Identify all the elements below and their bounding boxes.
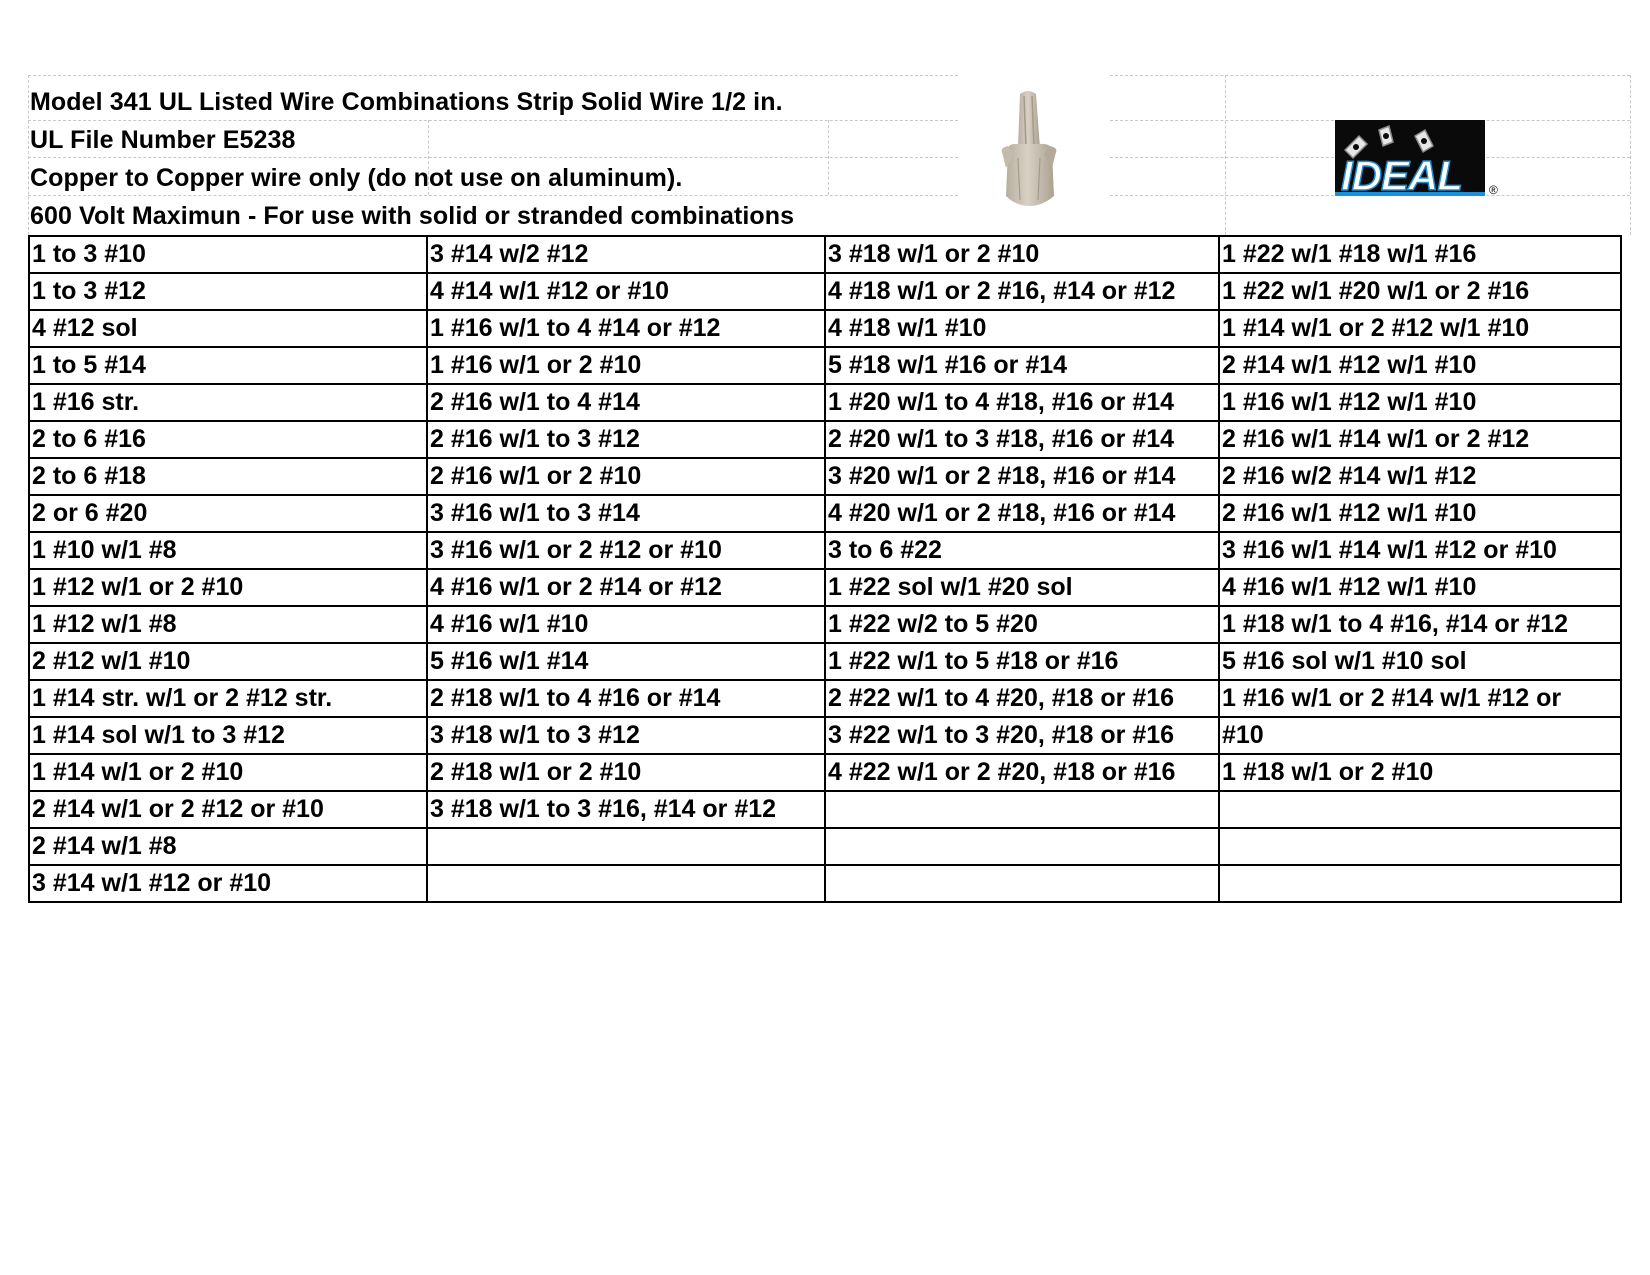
- table-cell: 4 #16 w/1 or 2 #14 or #12: [427, 569, 825, 606]
- table-row: [29, 717, 1621, 754]
- table-cell: 1 #22 w/1 #18 w/1 #16: [1219, 236, 1621, 273]
- table-row: [29, 458, 1621, 495]
- table-row: [29, 791, 1621, 828]
- table-cell: 3 #16 w/1 or 2 #12 or #10: [427, 532, 825, 569]
- table-cell: 4 #16 w/1 #10: [427, 606, 825, 643]
- wire-connector-image: [990, 88, 1068, 208]
- gridline: [1110, 75, 1630, 76]
- table-cell: 5 #16 w/1 #14: [427, 643, 825, 680]
- table-row: [29, 754, 1621, 791]
- table-cell: 1 #16 w/1 or 2 #10: [427, 347, 825, 384]
- table-row: [29, 236, 1621, 273]
- table-cell: 2 #16 w/2 #14 w/1 #12: [1219, 458, 1621, 495]
- table-cell: 3 #20 w/1 or 2 #18, #16 or #14: [825, 458, 1219, 495]
- table-row: [29, 680, 1621, 717]
- table-cell: 2 #16 w/1 to 4 #14: [427, 384, 825, 421]
- table-cell: 1 to 5 #14: [29, 347, 427, 384]
- gridline: [1630, 75, 1631, 235]
- table-cell: 1 #22 w/1 #20 w/1 or 2 #16: [1219, 273, 1621, 310]
- table-cell: 1 #14 sol w/1 to 3 #12: [29, 717, 427, 754]
- table-cell: 1 #14 w/1 or 2 #12 w/1 #10: [1219, 310, 1621, 347]
- table-cell: 2 to 6 #16: [29, 421, 427, 458]
- table-cell: 4 #18 w/1 or 2 #16, #14 or #12: [825, 273, 1219, 310]
- table-cell: [825, 865, 1219, 902]
- table-cell: 1 #18 w/1 to 4 #16, #14 or #12: [1219, 606, 1621, 643]
- table-cell: 1 #12 w/1 #8: [29, 606, 427, 643]
- table-cell: [825, 791, 1219, 828]
- table-cell: 4 #14 w/1 #12 or #10: [427, 273, 825, 310]
- table-cell: 4 #18 w/1 #10: [825, 310, 1219, 347]
- registered-mark: ®: [1489, 183, 1498, 197]
- table-cell: 3 #22 w/1 to 3 #20, #18 or #16: [825, 717, 1219, 754]
- table-cell: 2 #16 w/1 #14 w/1 or 2 #12: [1219, 421, 1621, 458]
- table-cell: 2 #16 w/1 or 2 #10: [427, 458, 825, 495]
- table-cell: 1 #22 sol w/1 #20 sol: [825, 569, 1219, 606]
- table-cell: 3 #18 w/1 to 3 #16, #14 or #12: [427, 791, 825, 828]
- table-row: [29, 421, 1621, 458]
- table-cell: 5 #18 w/1 #16 or #14: [825, 347, 1219, 384]
- table-row: [29, 273, 1621, 310]
- table-cell: 3 #16 w/1 to 3 #14: [427, 495, 825, 532]
- table-cell: [427, 865, 825, 902]
- table-cell: #10: [1219, 717, 1621, 754]
- table-cell: 4 #22 w/1 or 2 #20, #18 or #16: [825, 754, 1219, 791]
- table-cell: 1 #16 w/1 to 4 #14 or #12: [427, 310, 825, 347]
- table-cell: 1 #16 str.: [29, 384, 427, 421]
- copper-note: Copper to Copper wire only (do not use on aluminum).: [30, 164, 683, 192]
- ideal-logo-text: IDEAL: [1341, 152, 1462, 199]
- table-cell: 3 #18 w/1 or 2 #10: [825, 236, 1219, 273]
- table-row: [29, 643, 1621, 680]
- table-row: [29, 310, 1621, 347]
- table-row: [29, 606, 1621, 643]
- gridline: [828, 120, 829, 195]
- wire-combinations-table: [28, 235, 1622, 903]
- table-cell: 3 #18 w/1 to 3 #12: [427, 717, 825, 754]
- table-cell: 4 #16 w/1 #12 w/1 #10: [1219, 569, 1621, 606]
- table-cell: 2 #12 w/1 #10: [29, 643, 427, 680]
- table-cell: 2 #18 w/1 to 4 #16 or #14: [427, 680, 825, 717]
- gridline: [28, 75, 29, 235]
- table-cell: 1 #22 w/1 to 5 #18 or #16: [825, 643, 1219, 680]
- file-number: UL File Number E5238: [30, 126, 296, 154]
- table-cell: 4 #12 sol: [29, 310, 427, 347]
- table-cell: 1 #16 w/1 #12 w/1 #10: [1219, 384, 1621, 421]
- table-cell: 2 #18 w/1 or 2 #10: [427, 754, 825, 791]
- table-row: [29, 569, 1621, 606]
- table-cell: 1 #12 w/1 or 2 #10: [29, 569, 427, 606]
- table-cell: 2 #22 w/1 to 4 #20, #18 or #16: [825, 680, 1219, 717]
- table-row: [29, 495, 1621, 532]
- table-cell: 2 #16 w/1 #12 w/1 #10: [1219, 495, 1621, 532]
- table-cell: 4 #20 w/1 or 2 #18, #16 or #14: [825, 495, 1219, 532]
- table-cell: 1 #16 w/1 or 2 #14 w/1 #12 or: [1219, 680, 1621, 717]
- table-cell: 1 #14 str. w/1 or 2 #12 str.: [29, 680, 427, 717]
- table-cell: 2 #16 w/1 to 3 #12: [427, 421, 825, 458]
- table-cell: 1 to 3 #10: [29, 236, 427, 273]
- table-row: [29, 828, 1621, 865]
- gridline: [28, 75, 958, 76]
- table-cell: [825, 828, 1219, 865]
- gridline: [1225, 75, 1226, 235]
- table-cell: 3 #14 w/1 #12 or #10: [29, 865, 427, 902]
- table-cell: 1 #20 w/1 to 4 #18, #16 or #14: [825, 384, 1219, 421]
- table-row: [29, 865, 1621, 902]
- table-cell: 3 #14 w/2 #12: [427, 236, 825, 273]
- table-cell: 2 #14 w/1 #8: [29, 828, 427, 865]
- table-cell: 2 #14 w/1 or 2 #12 or #10: [29, 791, 427, 828]
- table-cell: 1 to 3 #12: [29, 273, 427, 310]
- table-row: [29, 384, 1621, 421]
- table-cell: 1 #18 w/1 or 2 #10: [1219, 754, 1621, 791]
- page-title: Model 341 UL Listed Wire Combinations Strip Solid Wire 1/2 in.: [30, 88, 783, 116]
- table-cell: 2 to 6 #18: [29, 458, 427, 495]
- table-cell: 2 #14 w/1 #12 w/1 #10: [1219, 347, 1621, 384]
- table-cell: 3 to 6 #22: [825, 532, 1219, 569]
- table-row: [29, 532, 1621, 569]
- table-cell: [1219, 791, 1621, 828]
- table-cell: 1 #22 w/2 to 5 #20: [825, 606, 1219, 643]
- table-cell: 2 or 6 #20: [29, 495, 427, 532]
- table-cell: [1219, 865, 1621, 902]
- table-cell: [1219, 828, 1621, 865]
- table-cell: 5 #16 sol w/1 #10 sol: [1219, 643, 1621, 680]
- table-cell: 3 #16 w/1 #14 w/1 #12 or #10: [1219, 532, 1621, 569]
- table-cell: 1 #10 w/1 #8: [29, 532, 427, 569]
- table-cell: 1 #14 w/1 or 2 #10: [29, 754, 427, 791]
- table-cell: [427, 828, 825, 865]
- ideal-logo: [1333, 118, 1513, 200]
- table-cell: 2 #20 w/1 to 3 #18, #16 or #14: [825, 421, 1219, 458]
- table-row: [29, 347, 1621, 384]
- voltage-note: 600 Volt Maximun - For use with solid or stranded combinations: [30, 202, 795, 230]
